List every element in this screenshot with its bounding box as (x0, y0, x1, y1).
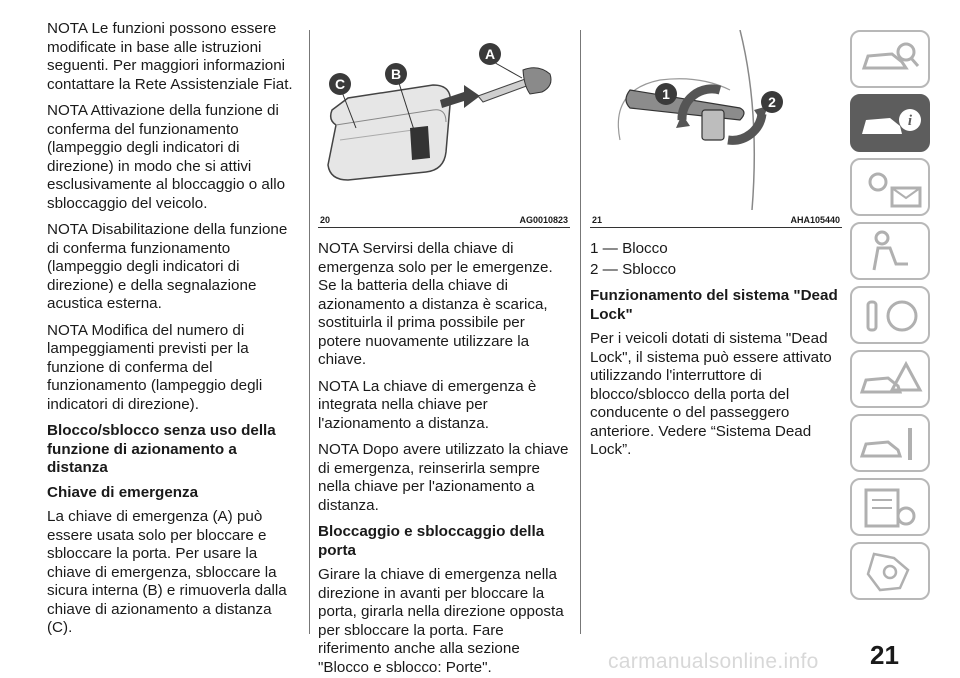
figure-caption (318, 215, 570, 228)
tab-airbag-seat[interactable] (850, 222, 930, 280)
specifications-icon (852, 480, 928, 534)
body-paragraph: Per i veicoli dotati di sistema "Dead Lock", il sistema può essere attivato utilizzando l'interruttore di blocco/sblocco della porta del conducente o del passeggero anteriore. Vedere “Sistema Dead Lock”. (590, 330, 832, 458)
figure-door-handle (590, 30, 842, 228)
body-paragraph: La chiave di emergenza (A) può essere usata solo per bloccare e sbloccare la porta. Per usare la chiave di emergenza, sbloccare la sicura interna (B) e rimuoverla dalla chiave di azionamento a distanza (C). (47, 508, 287, 636)
section-heading: Blocco/sblocco senza uso della funzione di azionamento a distanza (47, 422, 276, 476)
figure-caption (590, 215, 842, 228)
section-heading: Bloccaggio e sbloccaggio della porta (318, 523, 545, 559)
note-paragraph: NOTA Servirsi della chiave di emergenza solo per le emergenze. Se la batteria della chiave di azionamento a distanza è scarica, sostituirla il prima possibile per potere nuovamente utilizzare la chiave. (318, 240, 553, 368)
svg-text:i: i (907, 113, 913, 129)
label-1: 1 (662, 86, 670, 102)
label-c: C (334, 76, 346, 92)
note-paragraph: NOTA Le funzioni possono essere modificate in base alle istruzioni seguenti. Per maggiori informazioni contattare la Rete Assistenziale Fiat. (47, 20, 293, 93)
subsection-heading: Chiave di emergenza (47, 483, 199, 501)
column-1 (47, 20, 299, 658)
column-2 (318, 30, 570, 676)
emergency-key-illustration (318, 30, 570, 210)
car-search-icon (852, 32, 928, 86)
note-paragraph: NOTA Attivazione della funzione di conferma del funzionamento (lampeggio degli indicatori di direzione) in modo che si attivi esclusivamente al bloccaggio o allo sbloccaggio del veicolo. (47, 102, 286, 212)
watermark: carmanualsonline.info (608, 650, 819, 673)
label-b: B (390, 66, 402, 82)
column-3 (590, 30, 842, 658)
body-paragraph: Girare la chiave di emergenza nella direzione in avanti per bloccare la porta, girarla nella direzione opposta per sbloccare la porta. Fare riferimento anche alla sezione "Blocco e sblocco: Porte". (318, 566, 564, 676)
tab-index[interactable] (850, 542, 930, 600)
door-handle-illustration (590, 30, 842, 210)
figure-number: 21 (592, 215, 603, 225)
tab-car-info[interactable] (850, 94, 930, 152)
figure-code: AG0010823 (519, 215, 568, 225)
label-a: A (484, 46, 496, 62)
label-2: 2 (768, 94, 776, 110)
list-item: 2 — Sblocco (590, 260, 677, 278)
warning-lights-icon (852, 160, 928, 214)
tab-key-steering[interactable] (850, 286, 930, 344)
figure-number: 20 (320, 215, 331, 225)
page-number: 21 (870, 640, 899, 670)
column-divider (580, 30, 581, 634)
car-breakdown-icon (852, 352, 928, 406)
car-service-icon (852, 416, 928, 470)
tab-specifications[interactable] (850, 478, 930, 536)
index-icon (852, 544, 928, 598)
tab-car-service[interactable] (850, 414, 930, 472)
section-heading: Funzionamento del sistema "Dead Lock" (590, 287, 838, 323)
key-steering-icon (852, 288, 928, 342)
tab-car-breakdown[interactable] (850, 350, 930, 408)
column-divider (309, 30, 310, 634)
list-item: 1 — Blocco (590, 240, 668, 257)
note-paragraph: NOTA La chiave di emergenza è integrata nella chiave per l'azionamento a distanza. (318, 377, 537, 432)
figure-key (318, 30, 570, 228)
note-paragraph: NOTA Modifica del numero di lampeggiamenti previsti per la funzione di conferma del funzionamento (lampeggio degli indicatori di direzione). (47, 321, 263, 413)
tab-car-search[interactable] (850, 30, 930, 88)
tab-warning-lights[interactable] (850, 158, 930, 216)
figure-code: AHA105440 (790, 215, 840, 225)
note-paragraph: NOTA Dopo avere utilizzato la chiave di emergenza, reinserirla sempre nella chiave per l'azionamento a distanza. (318, 441, 569, 514)
note-paragraph: NOTA Disabilitazione della funzione di conferma funzionamento (lampeggio degli indicatori di direzione) e della segnalazione acustica esterna. (47, 221, 288, 312)
airbag-seat-icon (852, 224, 928, 278)
car-info-icon (852, 96, 928, 150)
